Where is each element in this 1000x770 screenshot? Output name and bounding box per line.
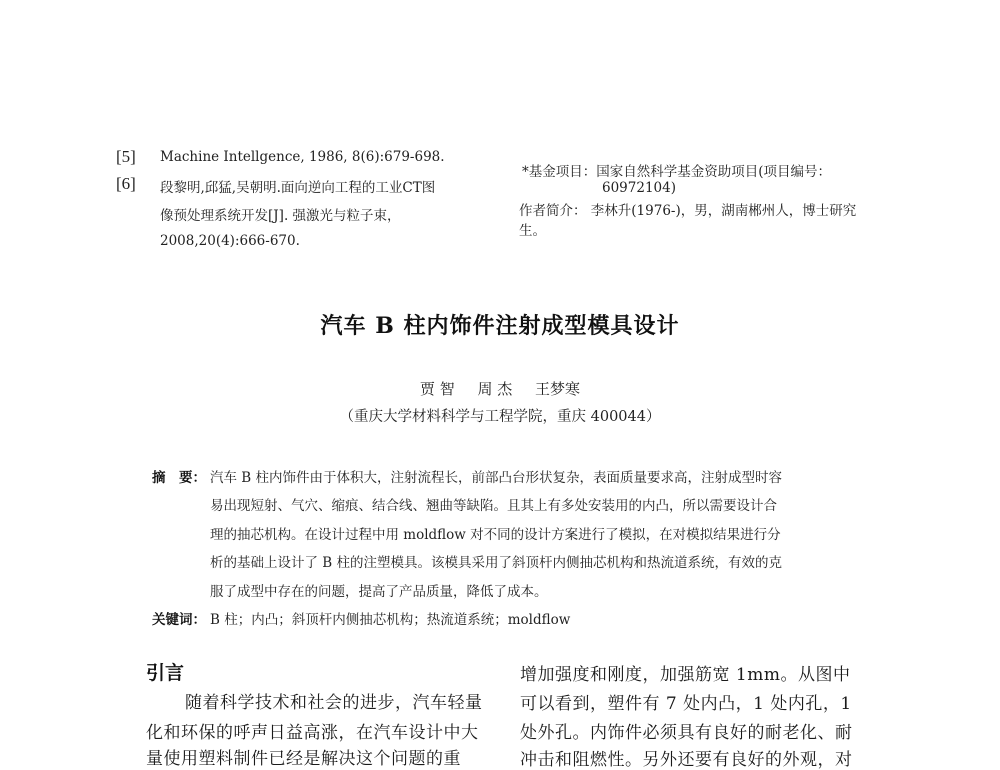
body-line: 量使用塑料制件已经是解决这个问题的重 xyxy=(146,749,461,769)
body-line: 冲击和阻燃性。另外还要有良好的外观，对 xyxy=(520,750,853,770)
body-line: 随着科学技术和社会的进步，汽车轻量 xyxy=(185,693,483,713)
reference-number: [5] xyxy=(116,147,136,166)
author-bio-line: 作者简介： 李林升(1976-)，男，湖南郴州人，博士研究 xyxy=(519,203,857,219)
affiliation: （重庆大学材料科学与工程学院，重庆 400044） xyxy=(339,409,661,425)
author-name: 王梦寒 xyxy=(535,380,581,398)
funding-line: 60972104) xyxy=(602,180,676,196)
body-line: 处外孔。内饰件必须具有良好的耐老化、耐 xyxy=(520,723,853,743)
abstract-line: 析的基础上设计了 B 柱的注塑模具。该模具采用了斜顶杆内侧抽芯机构和热流道系统，有效的克 xyxy=(210,555,783,571)
reference-line: Machine Intellgence, 1986, 8(6):679-698. xyxy=(160,149,445,165)
reference-line: 2008,20(4):666-670. xyxy=(160,233,300,249)
abstract-line: 易出现短射、气穴、缩痕、结合线、翘曲等缺陷。且其上有多处安装用的内凸，所以需要设计合 xyxy=(210,498,777,514)
author-list xyxy=(0,378,1000,399)
abstract-line: 服了成型中存在的问题，提高了产品质量，降低了成本。 xyxy=(210,584,548,600)
author-bio-line: 生。 xyxy=(519,223,546,239)
author-name: 周 杰 xyxy=(477,380,513,398)
body-line: 增加强度和刚度，加强筋宽 1mm。从图中 xyxy=(520,665,851,685)
abstract-label: 摘 要： xyxy=(152,470,206,486)
body-line: 可以看到，塑件有 7 处内凸，1 处内孔，1 xyxy=(520,694,852,714)
reference-line: 段黎明,邱猛,吴朝明.面向逆向工程的工业CT图 xyxy=(160,180,436,196)
body-line: 化和环保的呼声日益高涨，在汽车设计中大 xyxy=(146,723,479,743)
article-title: 汽车 B 柱内饰件注射成型模具设计 xyxy=(320,313,680,339)
author-name: 贾 智 xyxy=(419,380,455,398)
keywords-label: 关键词： xyxy=(152,612,206,628)
reference-number: [6] xyxy=(116,174,136,193)
funding-line: *基金项目：国家自然科学基金资助项目(项目编号： xyxy=(522,164,832,180)
abstract-line: 理的抽芯机构。在设计过程中用 moldflow 对不同的设计方案进行了模拟，在对模拟结果进行分 xyxy=(210,527,781,543)
section-heading: 引言 xyxy=(146,662,185,684)
abstract-line: 汽车 B 柱内饰件由于体积大，注射流程长，前部凸台形状复杂，表面质量要求高，注射成型时容 xyxy=(210,470,783,486)
reference-line: 像预处理系统开发[J]. 强激光与粒子束， xyxy=(160,208,401,224)
keywords-text: B 柱；内凸；斜顶杆内侧抽芯机构；热流道系统；moldflow xyxy=(210,612,571,628)
